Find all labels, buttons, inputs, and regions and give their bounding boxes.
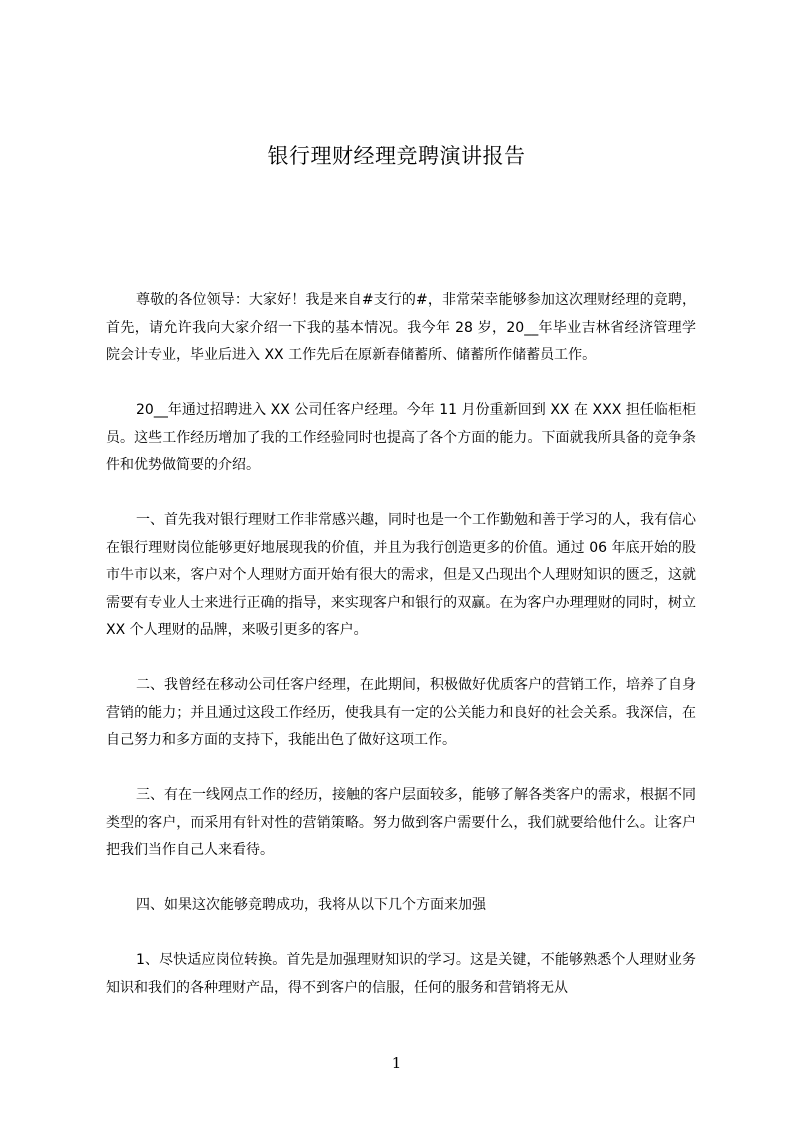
paragraph-greeting: 尊敬的各位领导：大家好！我是来自#支行的#，非常荣幸能够参加这次理财经理的竞聘，首先，请允许我向大家介绍一下我的基本情况。我今年 28 岁，20__年毕业吉林省经济管理学院会计专业，毕业后进入 XX 工作先后在原新春储蓄所、储蓄所作储蓄员工作。 <box>106 292 696 363</box>
paragraph-work-history: 20__年通过招聘进入 XX 公司任客户经理。今年 11 月份重新回到 XX 在 XXX 担任临柜柜员。这些工作经历增加了我的工作经验同时也提高了各个方面的能力。下面就我所具备的竞争条件和优势做简要的介绍。 <box>106 402 696 473</box>
paragraph-point-three: 三、有在一线网点工作的经历，接触的客户层面较多，能够了解各类客户的需求，根据不同类型的客户，而采用有针对性的营销策略。努力做到客户需要什么，我们就要给他什么。让客户把我们当作自己人来看待。 <box>106 787 696 858</box>
page-number: 1 <box>391 1054 402 1072</box>
document-title: 银行理财经理竞聘演讲报告 <box>267 144 526 168</box>
paragraph-point-two: 二、我曾经在移动公司任客户经理，在此期间，积极做好优质客户的营销工作，培养了自身营销的能力；并且通过这段工作经历，使我具有一定的公关能力和良好的社会关系。我深信，在自己努力和多方面的支持下，我能出色了做好这项工作。 <box>106 677 696 748</box>
paragraph-item-one: 1、尽快适应岗位转换。首先是加强理财知识的学习。这是关键，不能够熟悉个人理财业务知识和我们的各种理财产品，得不到客户的信服，任何的服务和营销将无从 <box>106 952 696 996</box>
paragraph-point-four: 四、如果这次能够竞聘成功，我将从以下几个方面来加强 <box>136 897 486 913</box>
document-body <box>106 287 696 1002</box>
paragraph-point-one: 一、首先我对银行理财工作非常感兴趣，同时也是一个工作勤勉和善于学习的人，我有信心在银行理财岗位能够更好地展现我的价值，并且为我行创造更多的价值。通过 06 年底开始的股市牛市以来，客户对个人理财方面开始有很大的需求，但是又凸现出个人理财知识的匮乏，这就需要有专业人士来进行正确的指导，来实现客户和银行的双赢。在为客户办理理财的同时，树立 XX 个人理财的品牌，来吸引更多的客户。 <box>106 512 696 638</box>
